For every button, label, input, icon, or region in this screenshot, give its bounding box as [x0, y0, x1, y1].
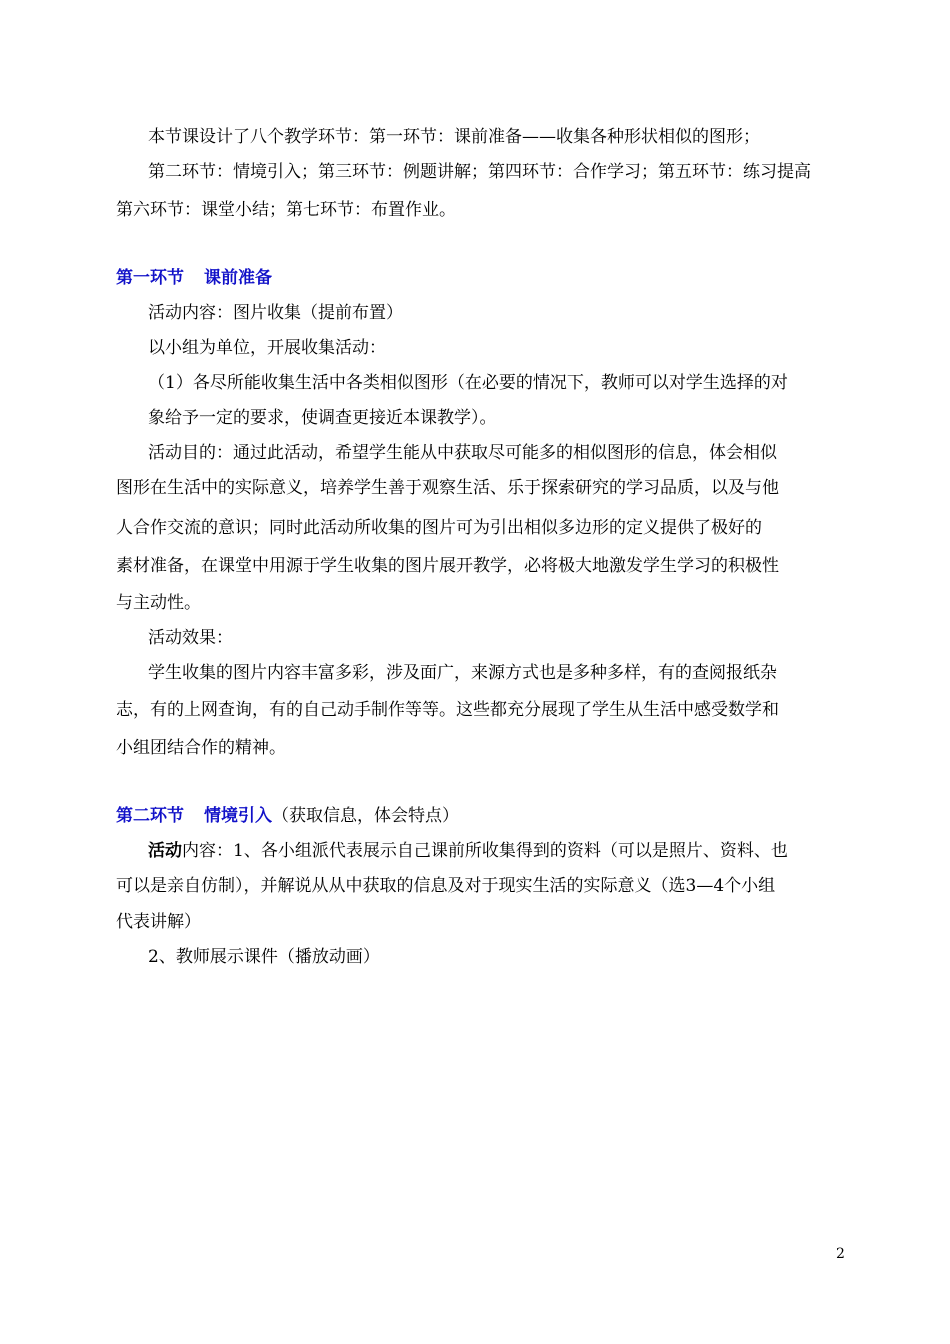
section1-goal-line-5: 与主动性。 [116, 593, 201, 613]
section1-heading [116, 268, 856, 288]
section2-content-line-2: 可以是亲自仿制），并解说从从中获取的信息及对于现实生活的实际意义（选3—4个小组 [116, 876, 776, 896]
section2-heading-note: （获取信息，体会特点） [272, 806, 459, 826]
page-number: 2 [836, 1246, 845, 1262]
section1-goal-line-1: 活动目的：通过此活动，希望学生能从中获取尽可能多的相似图形的信息，体会相似 [148, 443, 777, 463]
section2-content-rest: 内容：1、各小组派代表展示自己课前所收集得到的资料（可以是照片、资料、也 [182, 841, 788, 861]
section1-activity-content: 活动内容：图片收集（提前布置） [148, 303, 403, 323]
section1-item1-line-2: 象给予一定的要求，使调查更接近本课教学）。 [148, 408, 497, 428]
intro-line-3: 第六环节：课堂小结；第七环节：布置作业。 [116, 200, 456, 220]
section2-heading-title: 情境引入 [204, 806, 272, 826]
section1-item1-line-1: （1）各尽所能收集生活中各类相似图形（在必要的情况下，教师可以对学生选择的对 [148, 373, 788, 393]
section1-goal-line-2: 图形在生活中的实际意义，培养学生善于观察生活、乐于探索研究的学习品质，以及与他 [116, 478, 779, 498]
section1-goal-line-4: 素材准备，在课堂中用源于学生收集的图片展开教学，必将极大地激发学生学习的积极性 [116, 556, 779, 576]
section2-content-bold: 活动 [148, 841, 182, 861]
section1-heading-number: 第一环节 [116, 268, 184, 288]
section1-effect-line-2: 志，有的上网查询，有的自己动手制作等等。这些都充分展现了学生从生活中感受数学和 [116, 700, 779, 720]
section2-heading [116, 806, 856, 826]
section2-heading-number: 第二环节 [116, 806, 184, 826]
section2-content-line-1 [148, 841, 888, 861]
intro-line-1: 本节课设计了八个教学环节：第一环节：课前准备——收集各种形状相似的图形； [148, 127, 760, 147]
section2-item-2: 2、教师展示课件（播放动画） [148, 947, 380, 967]
section1-heading-title: 课前准备 [204, 268, 272, 288]
intro-line-2: 第二环节：情境引入；第三环节：例题讲解；第四环节：合作学习；第五环节：练习提高 [148, 162, 811, 182]
section1-effect-label: 活动效果： [148, 628, 233, 648]
section1-effect-line-1: 学生收集的图片内容丰富多彩，涉及面广，来源方式也是多种多样，有的查阅报纸杂 [148, 663, 777, 683]
section1-unit: 以小组为单位，开展收集活动： [148, 338, 386, 358]
section1-goal-line-3: 人合作交流的意识；同时此活动所收集的图片可为引出相似多边形的定义提供了极好的 [116, 518, 762, 538]
section1-effect-line-3: 小组团结合作的精神。 [116, 738, 286, 758]
section2-content-line-3: 代表讲解） [116, 912, 201, 932]
